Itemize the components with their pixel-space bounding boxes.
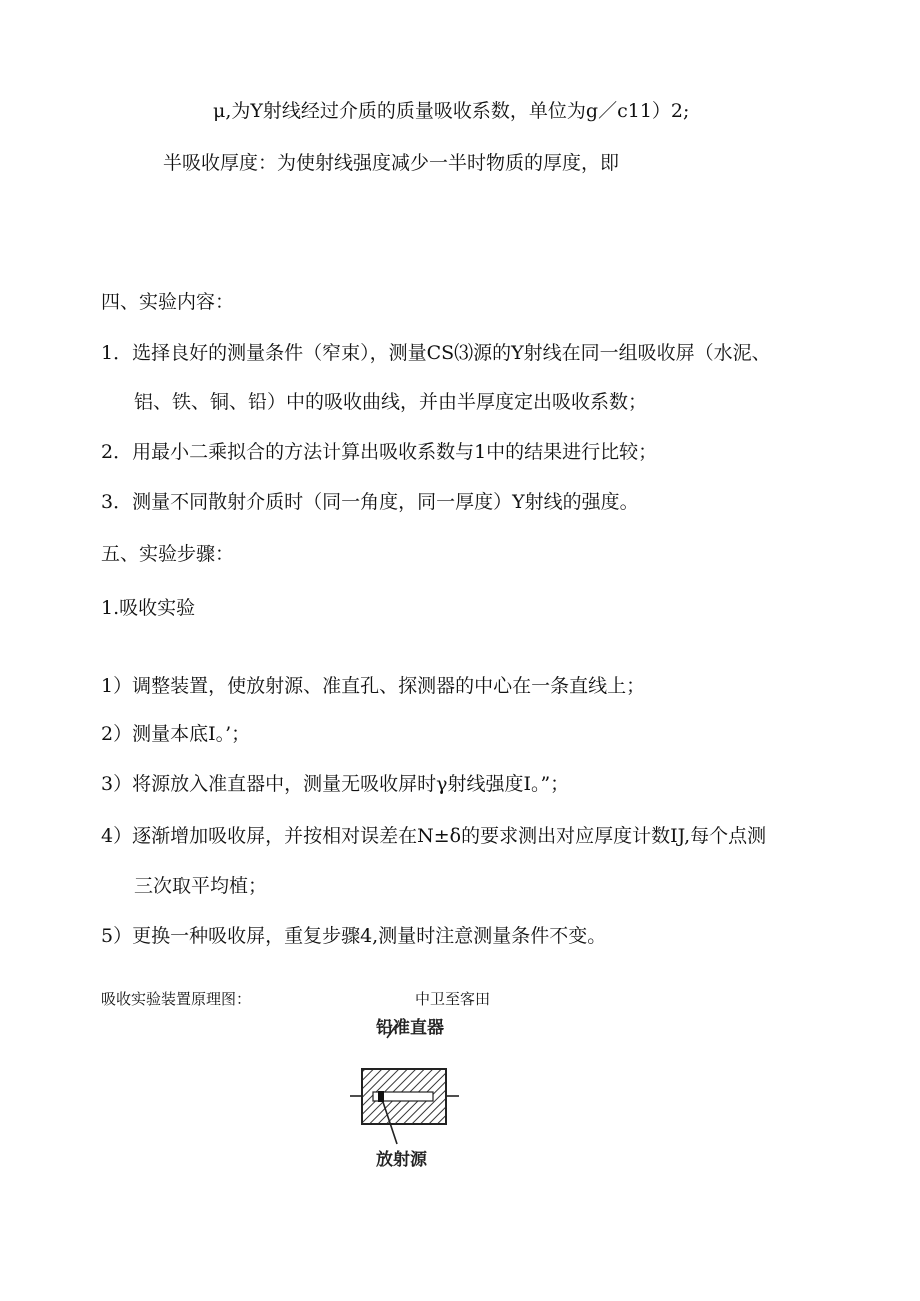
section4-item-3: 3．测量不同散射介质时（同一角度，同一厚度）Y射线的强度。 [101, 491, 639, 513]
figure-extra-text: 中卫至客田 [415, 990, 491, 1008]
step-4-line2: 三次取平均植； [134, 875, 268, 897]
figure-caption: 吸收实验装置原理图： [101, 990, 252, 1008]
section5-subheading: 1.吸收实验 [101, 597, 196, 619]
step-1: 1）调整装置，使放射源、准直孔、探测器的中心在一条直线上； [101, 675, 646, 697]
collimator-label: 铅准直器 [376, 1018, 444, 1038]
step-2: 2）测量本底I。’； [101, 723, 251, 745]
section4-item-2: 2．用最小二乘拟合的方法计算出吸收系数与1中的结果进行比较； [101, 441, 658, 463]
formula-note: μ,为Y射线经过介质的质量吸收系数，单位为g／c11）2; [213, 100, 690, 122]
section4-item-1-line1: 1．选择良好的测量条件（窄束），测量CS⑶源的Y射线在同一组吸收屏（水泥、 [101, 342, 771, 364]
half-thickness-definition: 半吸收厚度：为使射线强度减少一半时物质的厚度，即 [163, 152, 620, 174]
source-label: 放射源 [376, 1150, 427, 1170]
collimator-diagram [345, 1012, 465, 1176]
source-marker [378, 1091, 384, 1102]
section5-heading: 五、实验步骤： [101, 543, 235, 565]
section4-item-1-line2: 铝、铁、铜、铅）中的吸收曲线，并由半厚度定出吸收系数； [134, 391, 648, 413]
section4-heading: 四、实验内容： [101, 291, 235, 313]
step-5: 5）更换一种吸收屏，重复步骤4,测量时注意测量条件不变。 [101, 925, 607, 947]
step-4-line1: 4）逐渐增加吸收屏，并按相对误差在N±δ的要求测出对应厚度计数IJ,每个点测 [101, 825, 767, 847]
step-3: 3）将源放入准直器中，测量无吸收屏时γ射线强度I。”； [101, 773, 570, 795]
